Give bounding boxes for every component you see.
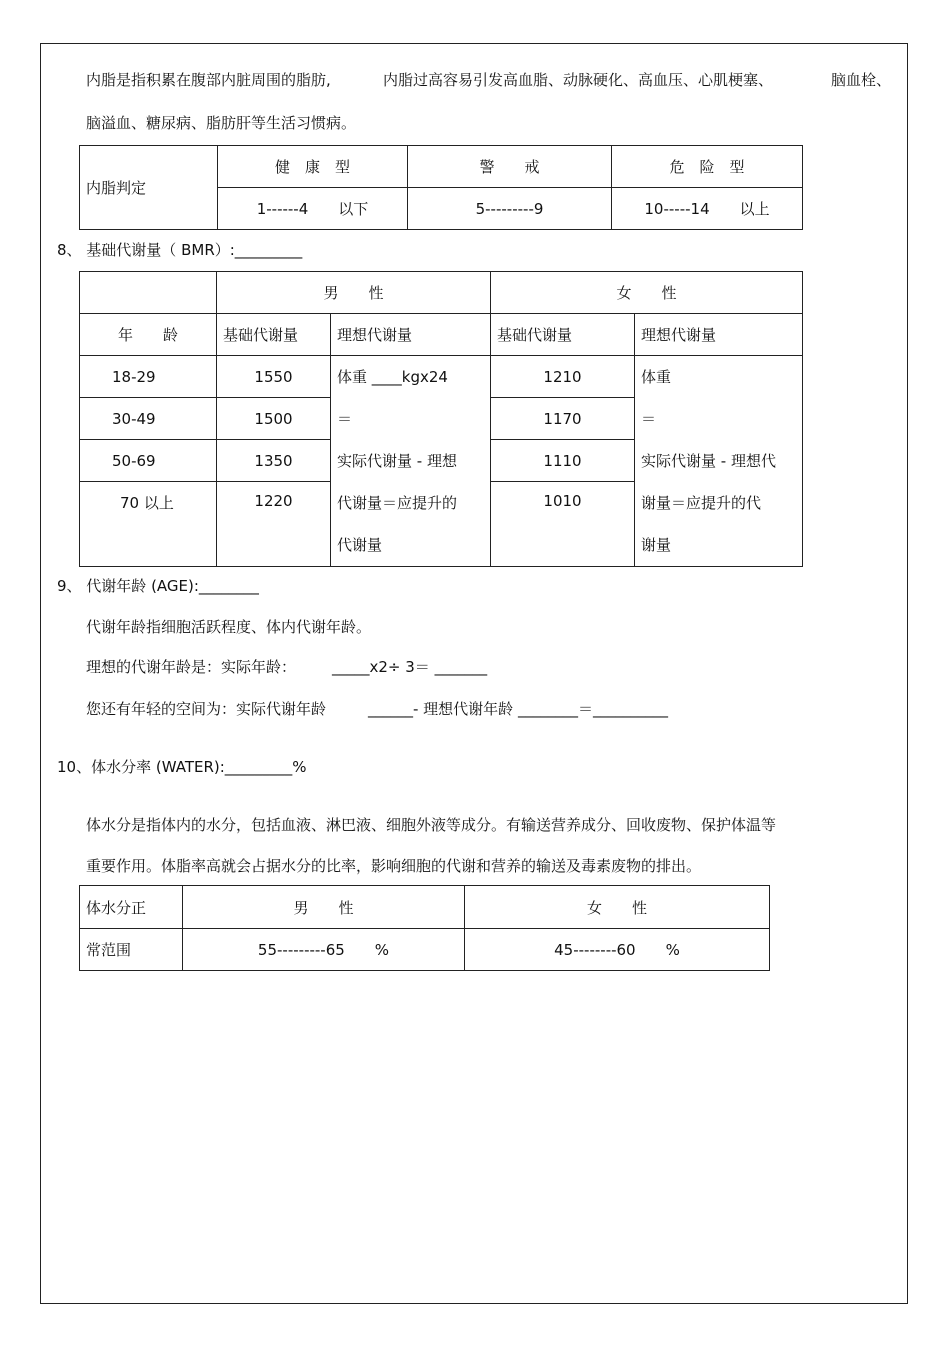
fat-value-danger: 10-----14 以上 [612, 188, 803, 230]
formula-line: 代谢量＝应提升的 [337, 494, 458, 512]
age-line2-formula: _____x2÷ 3＝ _______ [332, 658, 488, 676]
age-line3-formula: ______- 理想代谢年龄 ________＝__________ [368, 700, 668, 718]
formula-line: 实际代谢量 - 理想代 [641, 452, 776, 470]
formula-line: 代谢量 [337, 536, 383, 554]
bmr-male-header: 男 性 [217, 272, 491, 314]
age-line1: 代谢年龄指细胞活跃程度、体内代谢年龄。 [86, 618, 372, 636]
water-heading: 10、体水分率 (WATER):_________% [57, 758, 307, 776]
bmr-female-value: 1210 [491, 356, 635, 398]
bmr-male-ideal-header: 理想代谢量 [331, 314, 491, 356]
age-line3-label: 您还有年轻的空间为：实际代谢年龄 [86, 700, 327, 718]
bmr-male-ideal-formula [331, 356, 491, 567]
formula-line: ＝ [337, 410, 353, 428]
formula-line: 体重 ____kgx24 [337, 368, 448, 386]
bmr-male-basal-header: 基础代谢量 [217, 314, 331, 356]
formula-line: 谢量 [641, 536, 672, 554]
bmr-male-value: 1550 [217, 356, 331, 398]
water-label-line2: 常范围 [80, 929, 183, 971]
bmr-age-cell: 70 以上 [80, 482, 217, 567]
fat-header-healthy: 健 康 型 [218, 146, 408, 188]
bmr-female-basal-header: 基础代谢量 [491, 314, 635, 356]
formula-line: 谢量＝应提升的代 [641, 494, 762, 512]
fat-header-warning: 警 戒 [408, 146, 612, 188]
fat-intro-line2: 脑溢血、糖尿病、脂肪肝等生活习惯病。 [86, 114, 357, 132]
water-label-line1: 体水分正 [80, 886, 183, 929]
bmr-male-value: 1350 [217, 440, 331, 482]
fat-value-warning: 5---------9 [408, 188, 612, 230]
bmr-male-value: 1220 [217, 482, 331, 567]
bmr-female-header: 女 性 [491, 272, 803, 314]
bmr-age-header: 年 龄 [80, 314, 217, 356]
bmr-female-value: 1110 [491, 440, 635, 482]
bmr-age-cell: 30-49 [80, 398, 217, 440]
formula-line: 实际代谢量 - 理想 [337, 452, 457, 470]
bmr-female-ideal-formula [635, 356, 803, 567]
water-female-header: 女 性 [465, 886, 770, 929]
fat-intro-part1: 内脂是指积累在腹部内脏周围的脂肪, [86, 71, 331, 89]
bmr-age-cell: 18-29 [80, 356, 217, 398]
bmr-age-cell: 50-69 [80, 440, 217, 482]
water-female-range: 45--------60 % [465, 929, 770, 971]
bmr-male-value: 1500 [217, 398, 331, 440]
formula-line: ＝ [641, 410, 657, 428]
water-line1: 体水分是指体内的水分，包括血液、淋巴液、细胞外液等成分。有输送营养成分、回收废物、保护体温等 [86, 816, 777, 834]
formula-line: 体重 [641, 368, 672, 386]
fat-intro-part2: 内脂过高容易引发高血脂、动脉硬化、高血压、心肌梗塞、 [383, 71, 774, 89]
fat-intro-part3: 脑血栓、 [831, 71, 892, 89]
bmr-table [79, 271, 803, 567]
water-male-range: 55---------65 % [183, 929, 465, 971]
bmr-female-value: 1170 [491, 398, 635, 440]
bmr-heading: 8、 基础代谢量（ BMR）:_________ [57, 241, 303, 259]
fat-header-danger: 危 险 型 [612, 146, 803, 188]
bmr-female-ideal-header: 理想代谢量 [635, 314, 803, 356]
fat-row-label: 内脂判定 [80, 146, 218, 230]
fat-value-healthy: 1------4 以下 [218, 188, 408, 230]
water-table [79, 885, 770, 971]
bmr-female-value: 1010 [491, 482, 635, 567]
bmr-corner-cell [80, 272, 217, 314]
water-male-header: 男 性 [183, 886, 465, 929]
water-line2: 重要作用。体脂率高就会占据水分的比率，影响细胞的代谢和营养的输送及毒素废物的排出。 [86, 857, 702, 875]
age-line2-label: 理想的代谢年龄是：实际年龄： [86, 658, 297, 676]
visceral-fat-table [79, 145, 803, 230]
age-heading: 9、 代谢年龄 (AGE):________ [57, 577, 259, 595]
